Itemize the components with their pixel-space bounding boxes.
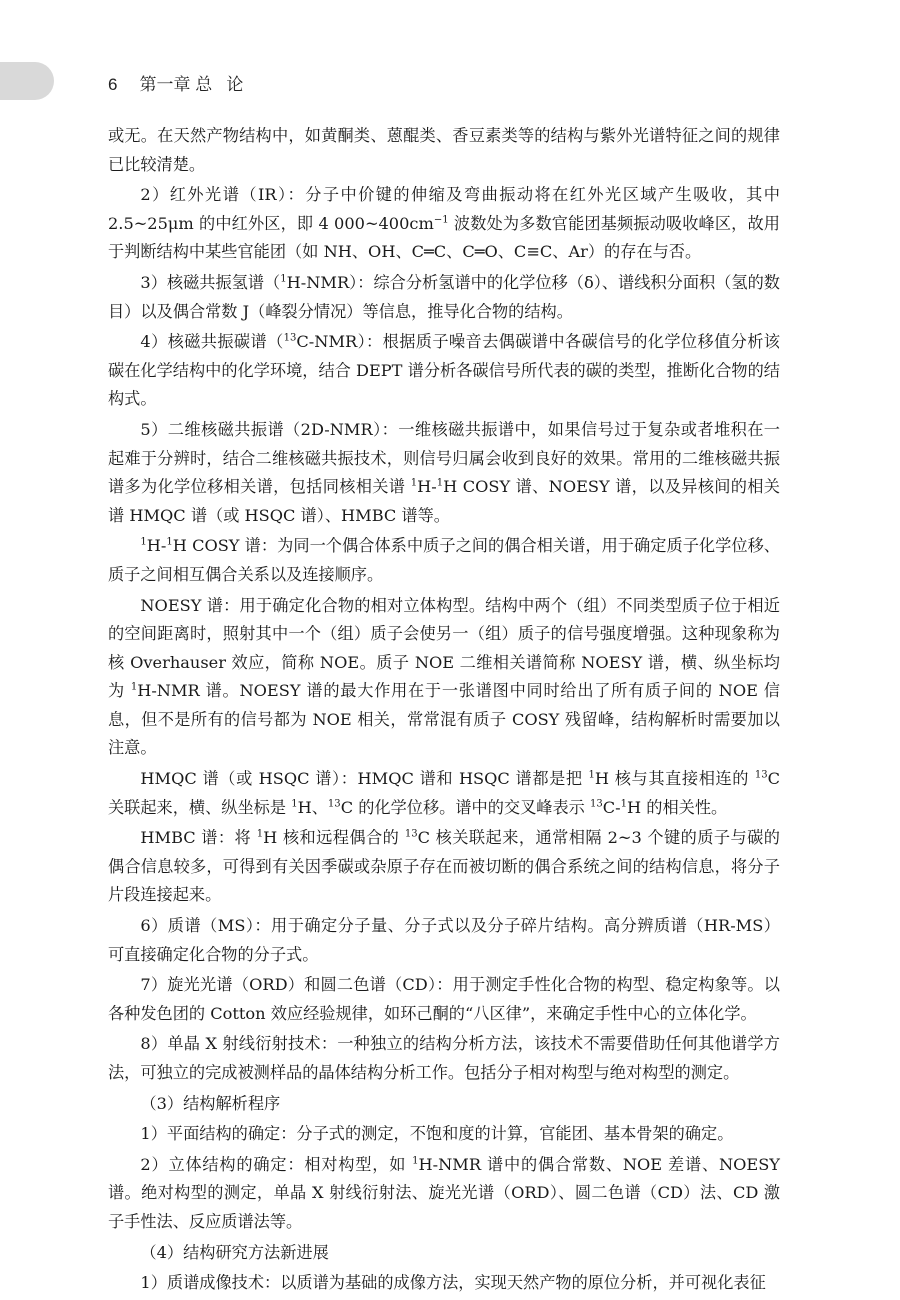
paragraph-2d-nmr: 5）二维核磁共振谱（2D-NMR）：一维核磁共振谱中，如果信号过于复杂或者堆积在一起难于分辨时，结合二维核磁共振技术，则信号归属会收到良好的效果。常用的二维核磁共振谱多为化学位移相关谱，包括同核相关谱 $^1$H-$^1$H COSY 谱、NOESY 谱，以及异核间的相关谱 HMQC 谱（或 HSQC 谱）、HMBC 谱等。 bbox=[108, 419, 780, 525]
paragraph-cosy: $^1$H-$^1$H COSY 谱：为同一个偶合体系中质子之间的偶合相关谱，用于确定质子化学位移、质子之间相互偶合关系以及连接顺序。 bbox=[108, 536, 780, 584]
section-heading: （3）结构解析程序 bbox=[140, 1093, 281, 1113]
paragraph-ir: 2）红外光谱（IR）：分子中价键的伸缩及弯曲振动将在红外光区域产生吸收，其中 2.5~25μm 的中红外区，即 4 $000\sim 400cm^{-1}$ 波数处为多数官能团基频振动吸收峰区，故用于判断结构中某些官能团（如 NH、OH、C═C、C═O、C≡C、Ar）的存在与否。 bbox=[108, 185, 780, 262]
page-edge-tab bbox=[0, 62, 54, 100]
running-header bbox=[108, 70, 243, 95]
paragraph-stereo: 2）立体结构的确定：相对构型，如 $^1$H-NMR 谱中的偶合常数、NOE 差谱、NOESY 谱。绝对构型的测定，单晶 X 射线衍射法、旋光光谱（ORD）、圆二色谱（CD）法、CD 激子手性法、反应质谱法等。 bbox=[108, 1154, 780, 1231]
paragraph-imaging: 1）质谱成像技术：以质谱为基础的成像方法，实现天然产物的原位分析，并可视化表征 bbox=[140, 1273, 766, 1293]
section-heading: （4）结构研究方法新进展 bbox=[140, 1242, 329, 1262]
paragraph-c-nmr: 4）核磁共振碳谱（$^{13}$C-NMR）：根据质子噪音去偶碳谱中各碳信号的化学位移值分析该碳在化学结构中的化学环境，结合 DEPT 谱分析各碳信号所代表的碳的类型，推断化合物的结构式。 bbox=[108, 332, 780, 409]
paragraph-hmqc: HMQC 谱（或 HSQC 谱）：HMQC 谱和 HSQC 谱都是把 $^1$H 核与其直接相连的 $^{13}$C 关联起来，横、纵坐标是 $^1$H、$^{13}$C 的化学位移。谱中的交叉峰表示 $^{13}$C-$^1$H 的相关性。 bbox=[108, 769, 780, 817]
paragraph-ord-cd: 7）旋光光谱（ORD）和圆二色谱（CD）：用于测定手性化合物的构型、稳定构象等。以各种发色团的 Cotton 效应经验规律，如环己酮的“八区律”，来确定手性中心的立体化学。 bbox=[108, 975, 780, 1023]
paragraph: 或无。在天然产物结构中，如黄酮类、蒽醌类、香豆素类等的结构与紫外光谱特征之间的规律已比较清楚。 bbox=[108, 126, 780, 174]
paragraph-h-nmr: 3）核磁共振氢谱（$^1$H-NMR）：综合分析氢谱中的化学位移（δ）、谱线积分面积（氢的数目）以及偶合常数 J（峰裂分情况）等信息，推导化合物的结构。 bbox=[108, 272, 780, 321]
page-body bbox=[108, 122, 780, 1300]
paragraph-ms: 6）质谱（MS）：用于确定分子量、分子式以及分子碎片结构。高分辨质谱（HR-MS）可直接确定化合物的分子式。 bbox=[108, 916, 780, 964]
paragraph-noesy: NOESY 谱：用于确定化合物的相对立体构型。结构中两个（组）不同类型质子位于相近的空间距离时，照射其中一个（组）质子会使另一（组）质子的信号强度增强。这种现象称为核 Overhauser 效应，简称 NOE。质子 NOE 二维相关谱简称 NOESY 谱，横、纵坐标均为 $^1$H-NMR 谱。NOESY 谱的最大作用在于一张谱图中同时给出了所有质子间的 NOE 信息，但不是所有的信号都为 NOE 相关，常常混有质子 COSY 残留峰，结构解析时需要加以注意。 bbox=[108, 595, 780, 758]
paragraph-planar: 1）平面结构的确定：分子式的测定，不饱和度的计算，官能团、基本骨架的确定。 bbox=[140, 1124, 734, 1144]
page-number: 6 bbox=[108, 75, 118, 94]
paragraph-xray: 8）单晶 X 射线衍射技术：一种独立的结构分析方法，该技术不需要借助任何其他谱学方法，可独立的完成被测样品的晶体结构分析工作。包括分子相对构型与绝对构型的测定。 bbox=[108, 1034, 780, 1082]
chapter-title: 第一章 总 论 bbox=[139, 75, 244, 94]
paragraph-hmbc: HMBC 谱：将 $^1$H 核和远程偶合的 $^{13}$C 核关联起来，通常相隔 2~3 个键的质子与碳的偶合信息较多，可得到有关因季碳或杂原子存在而被切断的偶合系统之间的结构信息，将分子片段连接起来。 bbox=[108, 828, 780, 905]
